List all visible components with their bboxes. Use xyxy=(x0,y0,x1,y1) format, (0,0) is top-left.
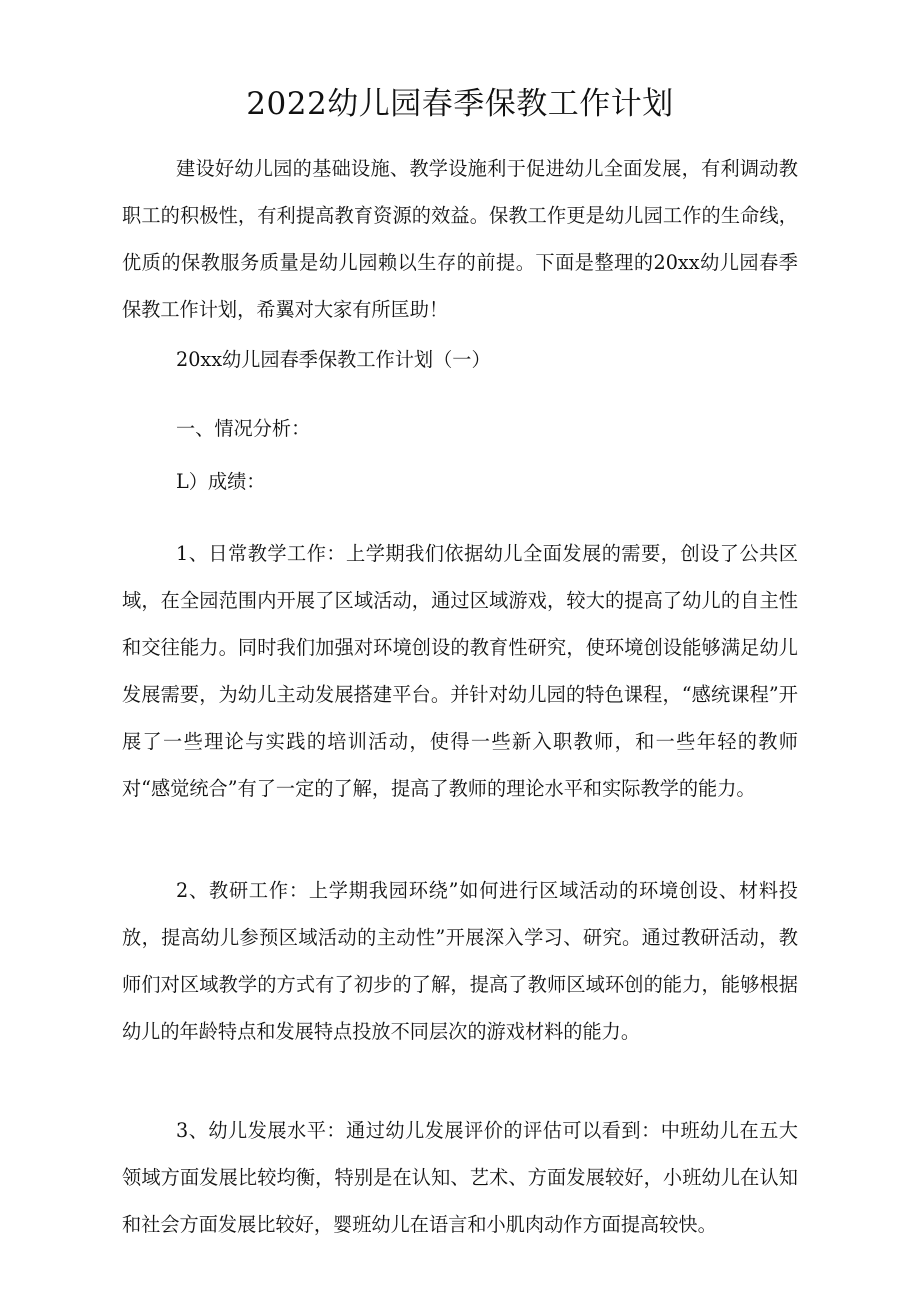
paragraph-development: 3、幼儿发展水平：通过幼儿发展评价的评估可以看到：中班幼儿在五大领域方面发展比较均衡，特别是在认知、艺术、方面发展较好，小班幼儿在认知和社会方面发展比较好，婴班幼儿在语言和小肌肉动作方面提高较快。 xyxy=(122,1119,798,1236)
subsection-heading: L）成绩： xyxy=(176,470,266,493)
document-title: 2022幼儿园春季保教工作计划 xyxy=(246,86,674,122)
intro-paragraph: 建设好幼儿园的基础设施、教学设施利于促进幼儿全面发展，有利调动教职工的积极性，有利提高教育资源的效益。保教工作更是幼儿园工作的生命线，优质的保教服务质量是幼儿园赖以生存的前提。下面是整理的20xx幼儿园春季保教工作计划，希翼对大家有所匡助！ xyxy=(122,157,798,321)
section-heading: 一、情况分析： xyxy=(176,417,311,440)
paragraph-research: 2、教研工作：上学期我园环绕”如何进行区域活动的环境创设、材料投放，提高幼儿参预区域活动的主动性”开展深入学习、研究。通过教研活动，教师们对区域教学的方式有了初步的了解，提高了教师区域环创的能力，能够根据幼儿的年龄特点和发展特点投放不同层次的游戏材料的能力。 xyxy=(122,879,798,1043)
paragraph-daily-teaching: 1、日常教学工作：上学期我们依据幼儿全面发展的需要，创设了公共区域，在全园范围内开展了区域活动，通过区域游戏，较大的提高了幼儿的自主性和交往能力。同时我们加强对环境创设的教育性研究，使环境创设能够满足幼儿发展需要，为幼儿主动发展搭建平台。并针对幼儿园的特色课程，“感统课程”开展了一些理论与实践的培训活动，使得一些新入职教师，和一些年轻的教师对“感觉统合”有了一定的了解，提高了教师的理论水平和实际教学的能力。 xyxy=(122,542,798,800)
plan-heading: 20xx幼儿园春季保教工作计划（一） xyxy=(176,348,491,371)
